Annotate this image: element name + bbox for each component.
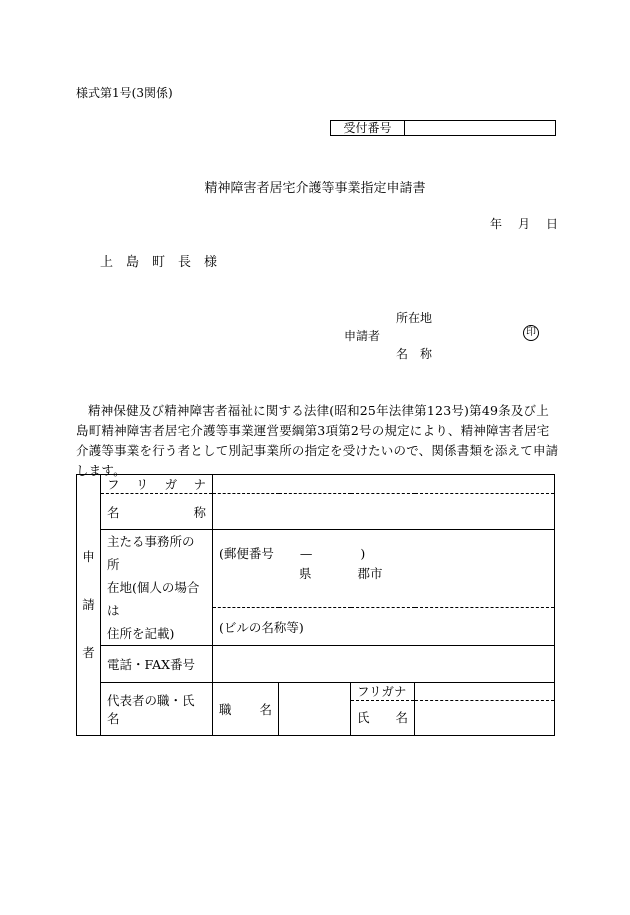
- receipt-number-value[interactable]: [405, 121, 555, 135]
- applicant-label: 申請者: [344, 329, 381, 343]
- postal-close: ): [360, 546, 366, 561]
- rep-name-field[interactable]: [415, 683, 555, 736]
- rep-furigana-label: フリガナ: [351, 683, 414, 701]
- building-label: (ビルの名称等): [219, 619, 304, 635]
- postal-label: (郵便番号: [219, 546, 274, 561]
- name-label: 名 称: [101, 494, 213, 530]
- furigana-field[interactable]: [213, 475, 555, 494]
- seal-icon: 印: [523, 325, 539, 341]
- furigana-label: フ リ ガ ナ: [101, 475, 213, 494]
- applicant-table: [76, 474, 555, 736]
- date-year: 年: [490, 217, 503, 231]
- date-line: [490, 215, 558, 232]
- date-month: 月: [518, 217, 531, 231]
- applicant-location-label: 所在地: [396, 311, 433, 325]
- date-day: 日: [546, 217, 559, 231]
- office-address-field[interactable]: [213, 530, 555, 608]
- phone-fax-label: 電話・FAX番号: [101, 646, 213, 683]
- rep-title-label: 職 名: [213, 683, 279, 736]
- side-label: 申 請 者: [77, 475, 101, 736]
- name-field[interactable]: [213, 494, 555, 530]
- building-field[interactable]: [213, 608, 555, 646]
- addressee: 上 島 町 長 様: [100, 255, 218, 270]
- applicant-name-label: 名 称: [396, 347, 433, 361]
- receipt-number-box: [330, 120, 556, 136]
- office-address-label: 主たる事務所の所 在地(個人の場合は 住所を記載): [101, 530, 213, 646]
- city-label: 郡市: [357, 566, 383, 581]
- postal-dash: —: [299, 546, 313, 561]
- rep-title-field[interactable]: [279, 683, 351, 736]
- prefecture-label: 県: [299, 566, 312, 581]
- document-title: 精神障害者居宅介護等事業指定申請書: [204, 181, 426, 196]
- phone-fax-field[interactable]: [213, 646, 555, 683]
- receipt-number-label: 受付番号: [331, 121, 405, 135]
- rep-name-label-cell: フリガナ 氏 名: [351, 683, 415, 736]
- application-statement: 精神保健及び精神障害者福祉に関する法律(昭和25年法律第123号)第49条及び上島町精神障害者居宅介護等事業運営要綱第3項第2号の規定により、精神障害者居宅介護等事業を行う者として別記事業所の指定を受けたいので、関係書類を添えて申請します。: [76, 403, 559, 478]
- form-id: 様式第1号(3関係): [76, 86, 173, 100]
- representative-label: 代表者の職・氏名: [101, 683, 213, 736]
